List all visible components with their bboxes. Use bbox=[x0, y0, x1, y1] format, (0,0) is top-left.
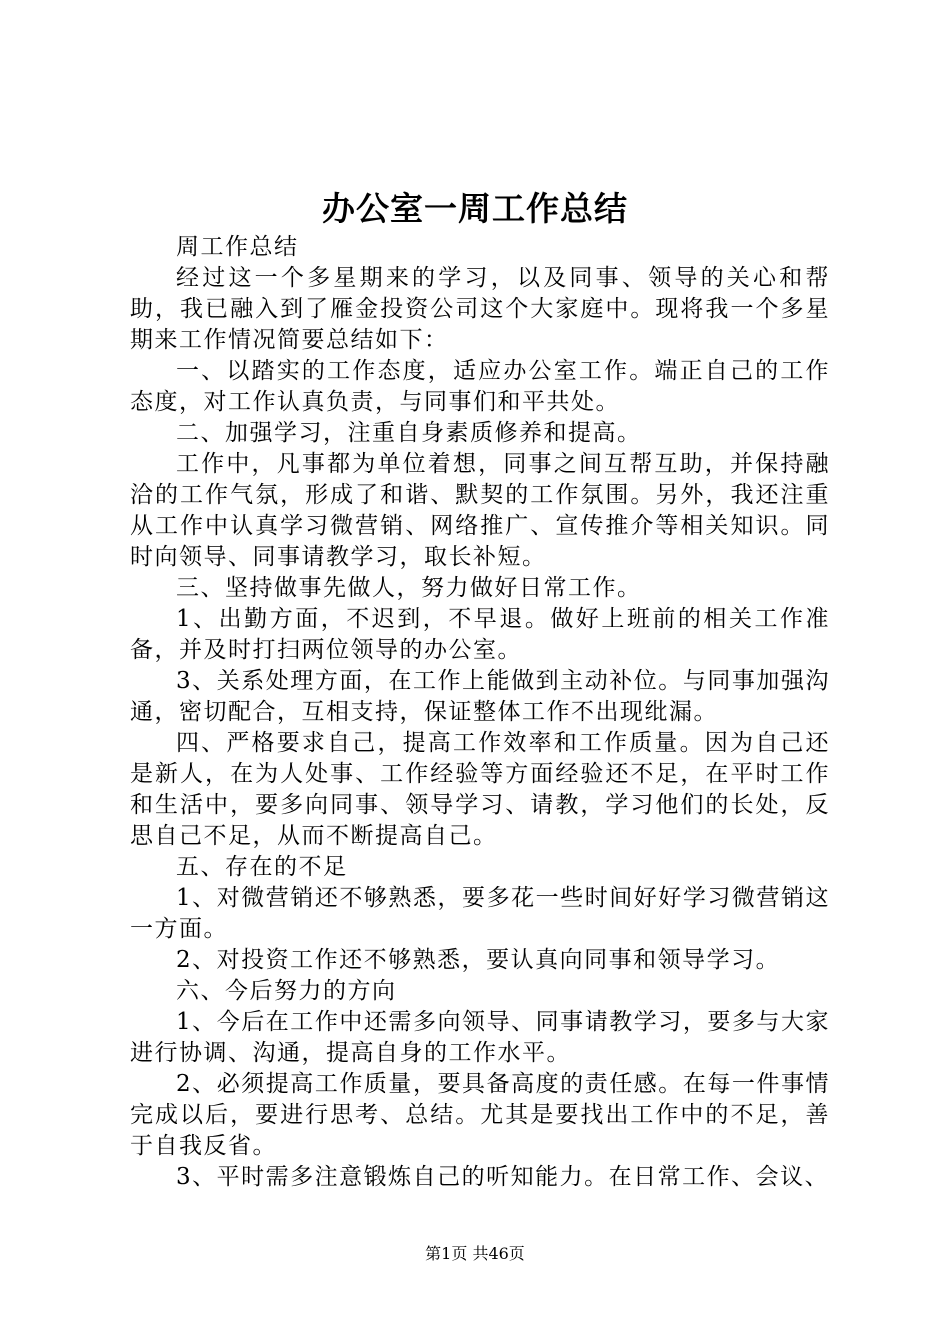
paragraph: 1、对微营销还不够熟悉，要多花一些时间好好学习微营销这一方面。 bbox=[130, 885, 830, 942]
paragraph: 3、关系处理方面，在工作上能做到主动补位。与同事加强沟通，密切配合，互相支持，保证整体工作不出现纰漏。 bbox=[130, 668, 830, 725]
paragraph: 2、必须提高工作质量，要具备高度的责任感。在每一件事情完成以后，要进行思考、总结。尤其是要找出工作中的不足，善于自我反省。 bbox=[130, 1071, 830, 1159]
paragraph: 1、出勤方面，不迟到，不早退。做好上班前的相关工作准备，并及时打扫两位领导的办公室。 bbox=[130, 606, 830, 663]
paragraph: 1、今后在工作中还需多向领导、同事请教学习，要多与大家进行协调、沟通，提高自身的工作水平。 bbox=[130, 1009, 830, 1066]
paragraph: 四、严格要求自己，提高工作效率和工作质量。因为自己还是新人，在为人处事、工作经验等方面经验还不足，在平时工作和生活中，要多向同事、领导学习、请教，学习他们的长处，反思自己不足，从而不断提高自己。 bbox=[130, 730, 830, 849]
paragraph: 一、以踏实的工作态度，适应办公室工作。端正自己的工作态度，对工作认真负责，与同事们和平共处。 bbox=[130, 358, 830, 415]
paragraph: 六、今后努力的方向 bbox=[176, 978, 397, 1004]
paragraph: 2、对投资工作还不够熟悉，要认真向同事和领导学习。 bbox=[176, 947, 781, 973]
document-title: 办公室一周工作总结 bbox=[322, 189, 628, 228]
paragraph: 三、坚持做事先做人，努力做好日常工作。 bbox=[176, 575, 642, 601]
paragraph: 二、加强学习，注重自身素质修养和提高。 bbox=[176, 420, 642, 446]
page-number-footer: 第1页 共46页 bbox=[425, 1244, 525, 1263]
paragraph: 3、平时需多注意锻炼自己的听知能力。在日常工作、会议、 bbox=[176, 1164, 830, 1190]
paragraph: 经过这一个多星期来的学习，以及同事、领导的关心和帮助，我已融入到了雁金投资公司这个大家庭中。现将我一个多星期来工作情况简要总结如下： bbox=[130, 265, 830, 353]
paragraph: 工作中，凡事都为单位着想，同事之间互帮互助，并保持融洽的工作气氛，形成了和谐、默契的工作氛围。另外，我还注重从工作中认真学习微营销、网络推广、宣传推介等相关知识。同时向领导、同事请教学习，取长补短。 bbox=[130, 451, 830, 570]
paragraph: 周工作总结 bbox=[176, 234, 299, 260]
document-body bbox=[130, 232, 830, 1193]
paragraph: 五、存在的不足 bbox=[176, 854, 348, 880]
